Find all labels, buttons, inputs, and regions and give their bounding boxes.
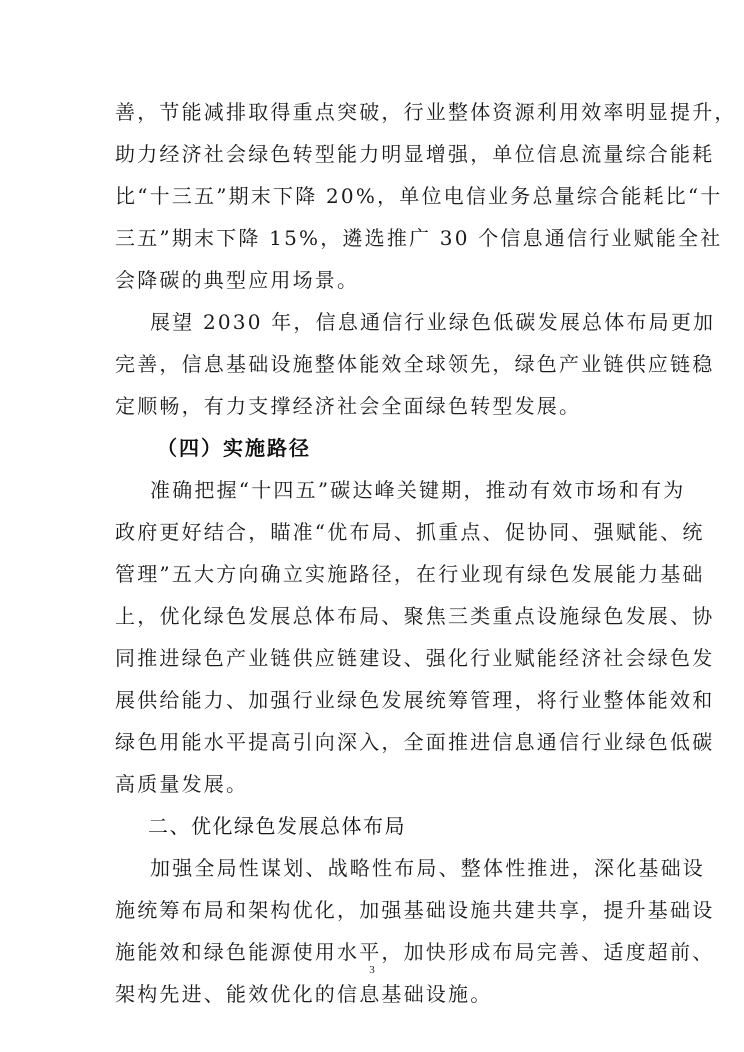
text-line: 会降碳的典型应用场景。 — [115, 268, 360, 292]
text-line: 展供给能力、加强行业绿色发展统筹管理，将行业整体能效和 — [115, 688, 715, 712]
text-line: 同推进绿色产业链供应链建设、强化行业赋能经济社会绿色发 — [115, 646, 715, 670]
text-line: 定顺畅，有力支撑经济社会全面绿色转型发展。 — [115, 394, 582, 418]
text-line: 比“十三五”期末下降 20%，单位电信业务总量综合能耗比“十 — [115, 184, 723, 208]
paragraph-goals-2025 — [115, 91, 737, 301]
paragraph-overall-layout — [115, 847, 715, 1015]
section-heading: 二、优化绿色发展总体布局 — [148, 814, 406, 838]
text-line: 展望 2030 年，信息通信行业绿色低碳发展总体布局更加 — [150, 310, 716, 334]
text-line: 完善，信息基础设施整体能效全球领先，绿色产业链供应链稳 — [115, 352, 715, 376]
text-line: 准确把握“十四五”碳达峰关键期，推动有效市场和有为 — [150, 478, 686, 502]
text-line: 架构先进、能效优化的信息基础设施。 — [115, 982, 493, 1006]
text-line: 政府更好结合，瞄准“优布局、抓重点、促协同、强赋能、统 — [115, 520, 705, 544]
text-line: 绿色用能水平提高引向深入，全面推进信息通信行业绿色低碳 — [115, 730, 715, 754]
text-line: 三五”期末下降 15%，遴选推广 30 个信息通信行业赋能全社 — [115, 226, 723, 250]
text-line: 上，优化绿色发展总体布局、聚焦三类重点设施绿色发展、协 — [115, 604, 715, 628]
text-line: 助力经济社会绿色转型能力明显增强，单位信息流量综合能耗 — [115, 142, 715, 166]
subsection-heading: （四）实施路径 — [157, 436, 311, 460]
text-line: 高质量发展。 — [115, 772, 249, 796]
text-line: 施统筹布局和架构优化，加强基础设施共建共享，提升基础设 — [115, 898, 715, 922]
page-content — [115, 91, 737, 1015]
paragraph-implementation-path — [115, 469, 715, 805]
text-line: 施能效和绿色能源使用水平，加快形成布局完善、适度超前、 — [115, 940, 715, 964]
text-line: 管理”五大方向确立实施路径，在行业现有绿色发展能力基础 — [115, 562, 705, 586]
paragraph-outlook-2030 — [115, 301, 716, 427]
text-line: 加强全局性谋划、战略性布局、整体性推进，深化基础设 — [150, 856, 705, 880]
page-number: 3 — [369, 964, 375, 976]
text-line: 善，节能减排取得重点突破，行业整体资源利用效率明显提升， — [115, 100, 737, 124]
